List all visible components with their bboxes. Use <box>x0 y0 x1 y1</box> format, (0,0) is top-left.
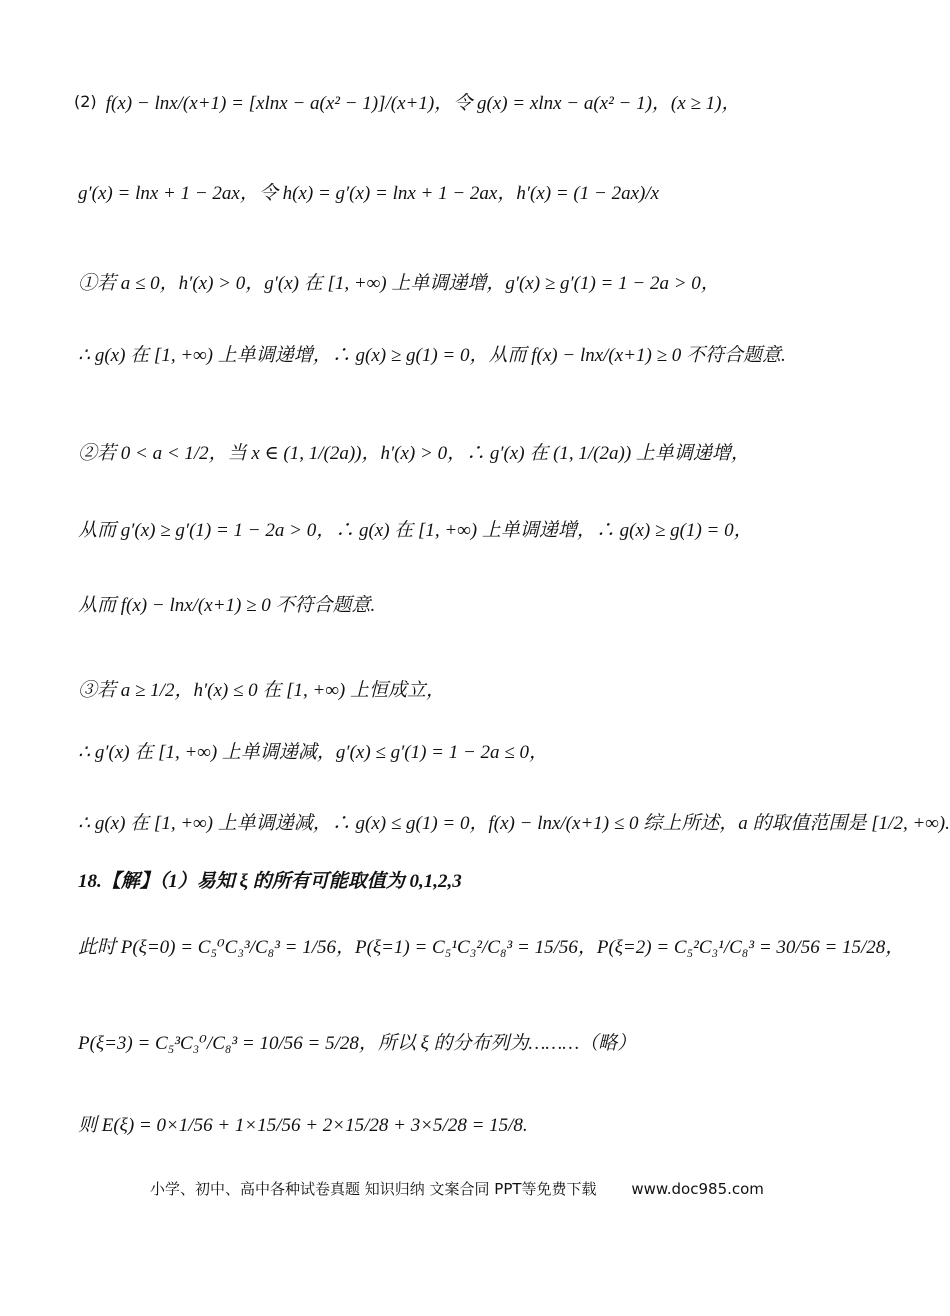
line-7 <box>74 590 379 617</box>
footer-text: 小学、初中、高中各种试卷真题 知识归纳 文案合同 PPT等免费下载 <box>150 1180 597 1198</box>
math-expression: 从而 f(x) − lnx/(x+1) ≥ 0 不符合题意. <box>78 595 376 616</box>
line-5 <box>74 438 754 465</box>
math-expression: f(x) − lnx/(x+1) = [xlnx − a(x² − 1)]/(x+1)，令 g(x) = xlnx − a(x² − 1)，(x ≥ 1)， <box>105 93 741 114</box>
line-13 <box>74 1028 640 1055</box>
math-expression: ①若 a ≤ 0，h′(x) > 0，g′(x) 在 [1, +∞) 上单调递增，g′(x) ≥ g′(1) = 1 − 2a > 0， <box>78 273 720 294</box>
math-expression: g′(x) = lnx + 1 − 2ax，令 h(x) = g′(x) = lnx + 1 − 2ax，h′(x) = (1 − 2ax)/x <box>78 183 660 204</box>
math-expression: ∴ g(x) 在 [1, +∞) 上单调递增，∴ g(x) ≥ g(1) = 0，从而 f(x) − lnx/(x+1) ≥ 0 不符合题意. <box>78 345 786 366</box>
line-8 <box>74 675 449 702</box>
line-2 <box>74 178 663 205</box>
line-1 <box>74 88 744 115</box>
math-expression: 则 E(ξ) = 0×1/56 + 1×15/56 + 2×15/28 + 3×5/28 = 15/8. <box>78 1115 528 1136</box>
footer-url[interactable]: www.doc985.com <box>631 1180 764 1198</box>
line-14 <box>74 1110 532 1137</box>
math-expression: ∴ g′(x) 在 [1, +∞) 上单调递减，g′(x) ≤ g′(1) = 1 − 2a ≤ 0， <box>78 742 548 763</box>
math-expression: ③若 a ≥ 1/2，h′(x) ≤ 0 在 [1, +∞) 上恒成立， <box>78 680 445 701</box>
part-label: (2) <box>74 92 102 111</box>
footer <box>150 1178 764 1199</box>
line-11 <box>74 866 466 893</box>
line-3 <box>74 268 724 295</box>
math-expression: ∴ g(x) 在 [1, +∞) 上单调递减，∴ g(x) ≤ g(1) = 0，f(x) − lnx/(x+1) ≤ 0 综上所述，a 的取值范围是 [1/2, +∞). <box>78 813 950 834</box>
math-expression: 18.【解】（1）易知 ξ 的所有可能取值为 0,1,2,3 <box>78 871 462 892</box>
math-expression: 从而 g′(x) ≥ g′(1) = 1 − 2a > 0，∴ g(x) 在 [1, +∞) 上单调递增，∴ g(x) ≥ g(1) = 0， <box>78 520 753 541</box>
line-10 <box>74 808 950 835</box>
line-12 <box>74 932 908 959</box>
math-expression: P(ξ=3) = C₅³C₃⁰/C₈³ = 10/56 = 5/28，所以 ξ 的分布列为………（略） <box>78 1033 637 1054</box>
math-expression: ②若 0 < a < 1/2，当 x ∈ (1, 1/(2a))，h′(x) > 0，∴ g′(x) 在 (1, 1/(2a)) 上单调递增， <box>78 443 750 464</box>
line-6 <box>74 515 757 542</box>
math-expression: 此时 P(ξ=0) = C₅⁰C₃³/C₈³ = 1/56，P(ξ=1) = C₅¹C₃²/C₈³ = 15/56，P(ξ=2) = C₅²C₃¹/C₈³ = 30/56 = 15/28， <box>78 937 905 958</box>
line-9 <box>74 737 552 764</box>
line-4 <box>74 340 790 367</box>
